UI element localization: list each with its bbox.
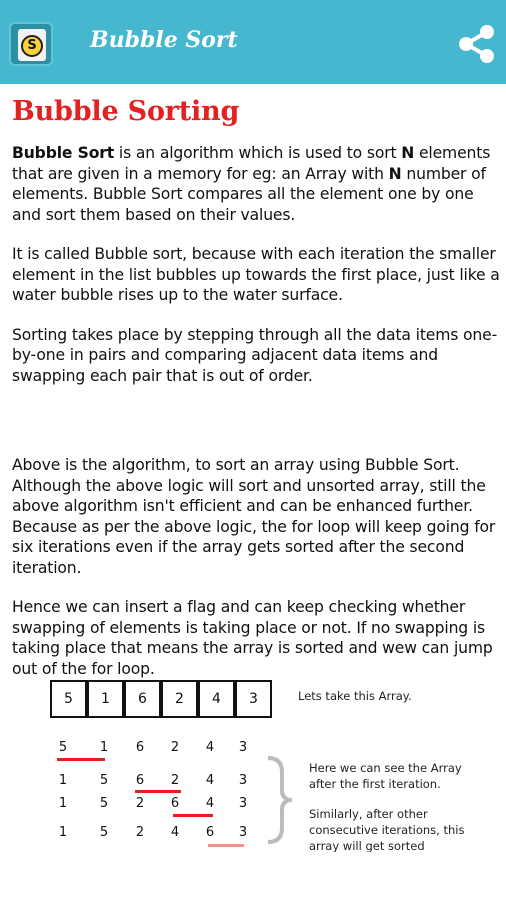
row-cell: 3 — [238, 773, 248, 788]
row-cell: 6 — [135, 740, 145, 755]
row-cell: 3 — [238, 796, 248, 811]
row-cell: 6 — [135, 773, 145, 788]
array-cell: 1 — [87, 680, 124, 718]
caption-line: consecutive iterations, this — [309, 823, 465, 837]
article-heading: Bubble Sorting — [12, 96, 240, 127]
text-span: number of elements. Bubble Sort compares all the element one by one and sort them based on their values. — [12, 164, 486, 224]
swap-underline — [208, 844, 244, 847]
row-cell: 4 — [170, 825, 180, 840]
row-cell: 3 — [238, 740, 248, 755]
row-cell: 4 — [205, 773, 215, 788]
paragraph-algorithm: Above is the algorithm, to sort an array using Bubble Sort. Although the above logic will sort and unsorted array, still the above algorithm isn't efficient and can be enhanced further. Because as per the above logic, the for loop will keep going for six iterations even if the array gets sorted after the second iteration. — [12, 456, 496, 577]
array-cell: 3 — [235, 680, 272, 718]
row-cell: 2 — [170, 740, 180, 755]
row-cell: 3 — [238, 825, 248, 840]
row-cell: 1 — [58, 773, 68, 788]
row-cell: 5 — [99, 796, 109, 811]
array-cell: 5 — [50, 680, 87, 718]
swap-underline — [57, 758, 105, 761]
row-cell: 5 — [99, 773, 109, 788]
term-n: N — [401, 144, 415, 162]
swap-underline — [173, 814, 213, 817]
caption-other-iterations — [309, 806, 464, 852]
caption-line: Similarly, after other — [309, 807, 428, 821]
paragraph-why-bubble: It is called Bubble sort, because with each iteration the smaller element in the list bubbles up towards the first place, just like a water bubble rises up to the water surface. — [12, 245, 500, 304]
row-cell: 1 — [58, 825, 68, 840]
array-cell: 6 — [124, 680, 161, 718]
share-icon — [452, 22, 500, 66]
term-n: N — [388, 164, 402, 183]
share-button[interactable] — [452, 22, 500, 66]
row-cell: 1 — [99, 740, 109, 755]
term-bubble-sort: Bubble Sort — [12, 144, 115, 162]
paragraph-flag: Hence we can insert a flag and can keep checking whether swapping of elements is taking place or not. If no swapping is taking place that means the array is sorted and wew can jump out of the for loop. — [12, 598, 493, 678]
caption-line: after the first iteration. — [309, 777, 441, 791]
array-cell: 4 — [198, 680, 235, 718]
array-caption: Lets take this Array. — [298, 689, 412, 703]
caption-line: array will get sorted — [309, 839, 425, 852]
row-cell: 2 — [135, 825, 145, 840]
array-cell: 2 — [161, 680, 198, 718]
app-bar — [0, 0, 506, 84]
row-cell: 2 — [170, 773, 180, 788]
app-title: Bubble Sort — [90, 27, 238, 53]
row-cell: 4 — [205, 740, 215, 755]
row-cell: 6 — [170, 796, 180, 811]
caption-first-iteration — [309, 760, 462, 792]
text-span: elements that are given in a memory for eg: an Array with — [12, 144, 491, 183]
app-logo-icon[interactable] — [9, 22, 53, 66]
logo-letter: S — [21, 35, 43, 57]
row-cell: 4 — [205, 796, 215, 811]
swap-underline — [135, 790, 181, 793]
paragraph-sorting-steps: Sorting takes place by stepping through all the data items one-by-one in pairs and comparing adjacent data items and swapping each pair that is out of order. — [12, 325, 498, 385]
row-cell: 2 — [135, 796, 145, 811]
row-cell: 1 — [58, 796, 68, 811]
row-cell: 5 — [58, 740, 68, 755]
row-cell: 6 — [205, 825, 215, 840]
article-content — [12, 92, 502, 698]
row-cell: 5 — [99, 825, 109, 840]
intro-paragraph — [12, 143, 502, 225]
bubble-sort-diagram — [0, 672, 506, 852]
text-span: is an algorithm which is used to sort — [114, 144, 402, 162]
curly-brace-icon — [264, 756, 294, 844]
spacer — [12, 405, 502, 455]
caption-line: Here we can see the Array — [309, 761, 462, 775]
